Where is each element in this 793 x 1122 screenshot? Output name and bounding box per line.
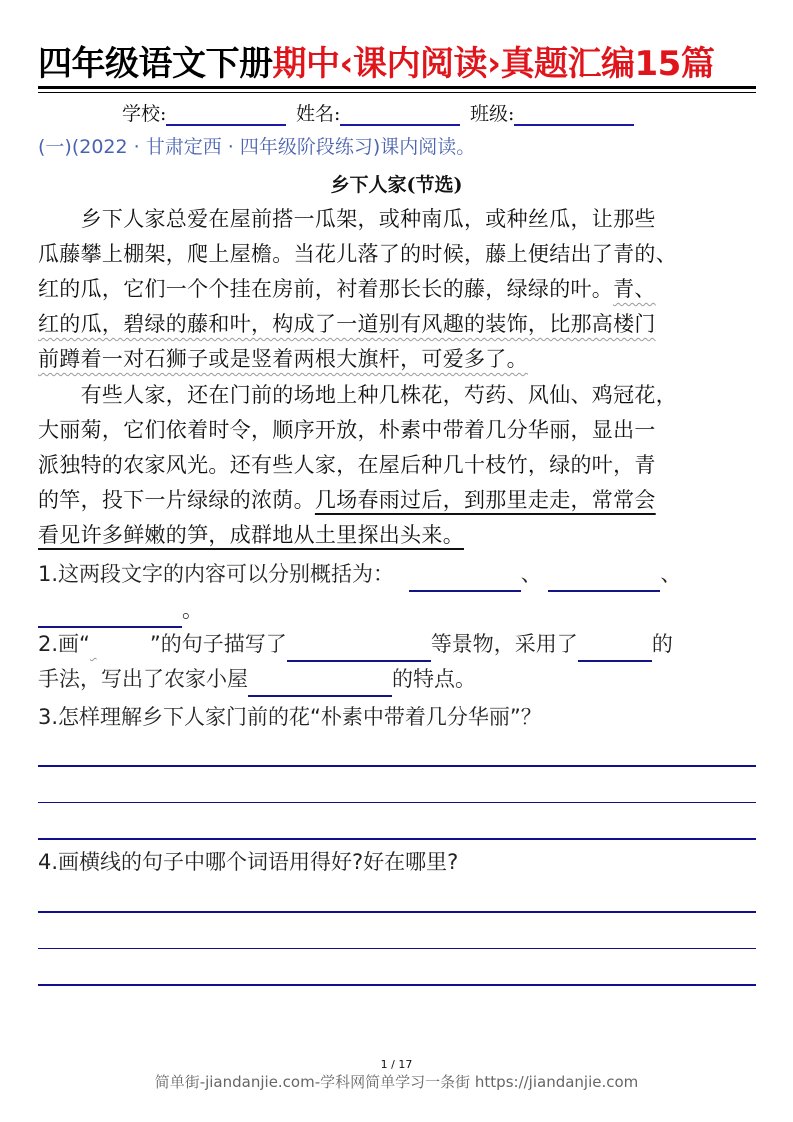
question-2	[38, 627, 673, 662]
q2-text: 2.画“	[38, 632, 90, 656]
passage-line	[38, 518, 758, 553]
q2-text: 的特点。	[392, 667, 476, 691]
q4-answer-line-3[interactable]	[38, 984, 756, 986]
q2-blank-feature[interactable]	[248, 667, 392, 697]
wavy-underlined-sentence: 前蹲着一对石狮子或是竖着两根大旗杆，可爱多了。	[38, 347, 528, 371]
class-label: 班级:	[470, 103, 515, 125]
passage-line	[38, 483, 758, 518]
passage-text: 红的瓜，它们一个个挂在房前，衬着那长长的藤，绿绿的叶。	[38, 277, 614, 301]
q2-text: 的	[651, 632, 673, 656]
wavy-line-sample	[90, 627, 150, 662]
q2-text: 手法，写出了农家小屋	[38, 667, 248, 691]
passage-line: 瓜藤攀上棚架，爬上屋檐。当花儿落了的时候，藤上便结出了青的、	[38, 242, 677, 266]
passage-line: 派独特的农家风光。还有些人家，在屋后种几十枝竹，绿的叶，青	[38, 453, 656, 477]
passage-line	[38, 342, 758, 377]
q2-text: 等景物，采用了	[430, 632, 578, 656]
q1-blank-3[interactable]	[38, 598, 182, 628]
title-grade-part: 四年级语文下册	[38, 44, 273, 84]
school-label: 学校:	[122, 103, 167, 125]
question-1-continued	[38, 593, 203, 628]
passage-title: 乡下人家(节选)	[330, 174, 463, 196]
passage-line: 大丽菊，它们依着时令，顺序开放，朴素中带着几分华丽，显出一	[38, 418, 656, 442]
class-blank[interactable]	[514, 102, 634, 126]
q2-text: ”的句子描写了	[149, 632, 287, 656]
q4-answer-line-2[interactable]	[38, 948, 756, 949]
question-2-continued	[38, 662, 476, 697]
underlined-sentence: 几场春雨过后，到那里走走，常常会	[314, 488, 656, 512]
wavy-underlined-sentence: 青、	[613, 277, 656, 301]
q2-blank-technique[interactable]	[578, 632, 652, 662]
name-field	[296, 98, 460, 126]
page-number: 1 / 17	[380, 1058, 413, 1071]
q4-answer-line-1[interactable]	[38, 911, 756, 913]
question-3: 3.怎样理解乡下人家门前的花“朴素中带着几分华丽”？	[38, 705, 542, 729]
underlined-sentence: 看见许多鲜嫩的笋，成群地从土里探出头来。	[38, 523, 464, 547]
passage-line	[38, 307, 758, 342]
name-blank[interactable]	[340, 102, 460, 126]
q3-answer-line-3[interactable]	[38, 838, 756, 840]
passage-line: 有些人家，还在门前的场地上种几株花，芍药、风仙、鸡冠花，	[38, 383, 677, 407]
title-rule-thin	[38, 92, 756, 93]
q3-answer-line-1[interactable]	[38, 765, 756, 767]
school-blank[interactable]	[166, 102, 286, 126]
question-1-text: 1.这两段文字的内容可以分别概括为：	[38, 562, 395, 586]
q2-blank-scenery[interactable]	[287, 632, 431, 662]
title-rule-thick	[38, 86, 756, 89]
question-4: 4.画横线的句子中哪个词语用得好?好在哪里?	[38, 850, 459, 874]
separator: 、	[520, 562, 542, 586]
separator: 、	[660, 562, 682, 586]
name-label: 姓名:	[296, 103, 341, 125]
passage-line: 乡下人家总爱在屋前搭一瓜架，或种南瓜，或种丝瓜，让那些	[38, 207, 656, 231]
school-field	[122, 98, 286, 126]
class-field	[470, 98, 634, 126]
title-collection-part: 期中‹课内阅读›真题汇编15篇	[272, 44, 715, 84]
passage-text: 的竿，投下一片绿绿的浓荫。	[38, 488, 315, 512]
period: 。	[182, 598, 203, 622]
document-title	[38, 36, 714, 86]
q3-answer-line-2[interactable]	[38, 802, 756, 803]
site-footer: 简单街-jiandanjie.com-学科网简单学习一条街 https://jiandanjie.com	[154, 1073, 639, 1091]
passage-line	[38, 272, 758, 307]
section-source: (一)(2022 · 甘肃定西 · 四年级阶段练习)课内阅读。	[38, 136, 476, 158]
q1-blank-2[interactable]	[548, 562, 660, 592]
wavy-underlined-sentence: 红的瓜，碧绿的藤和叶，构成了一道别有风趣的装饰，比那高楼门	[38, 312, 656, 336]
question-1	[38, 557, 681, 592]
q1-blank-1[interactable]	[409, 562, 521, 592]
